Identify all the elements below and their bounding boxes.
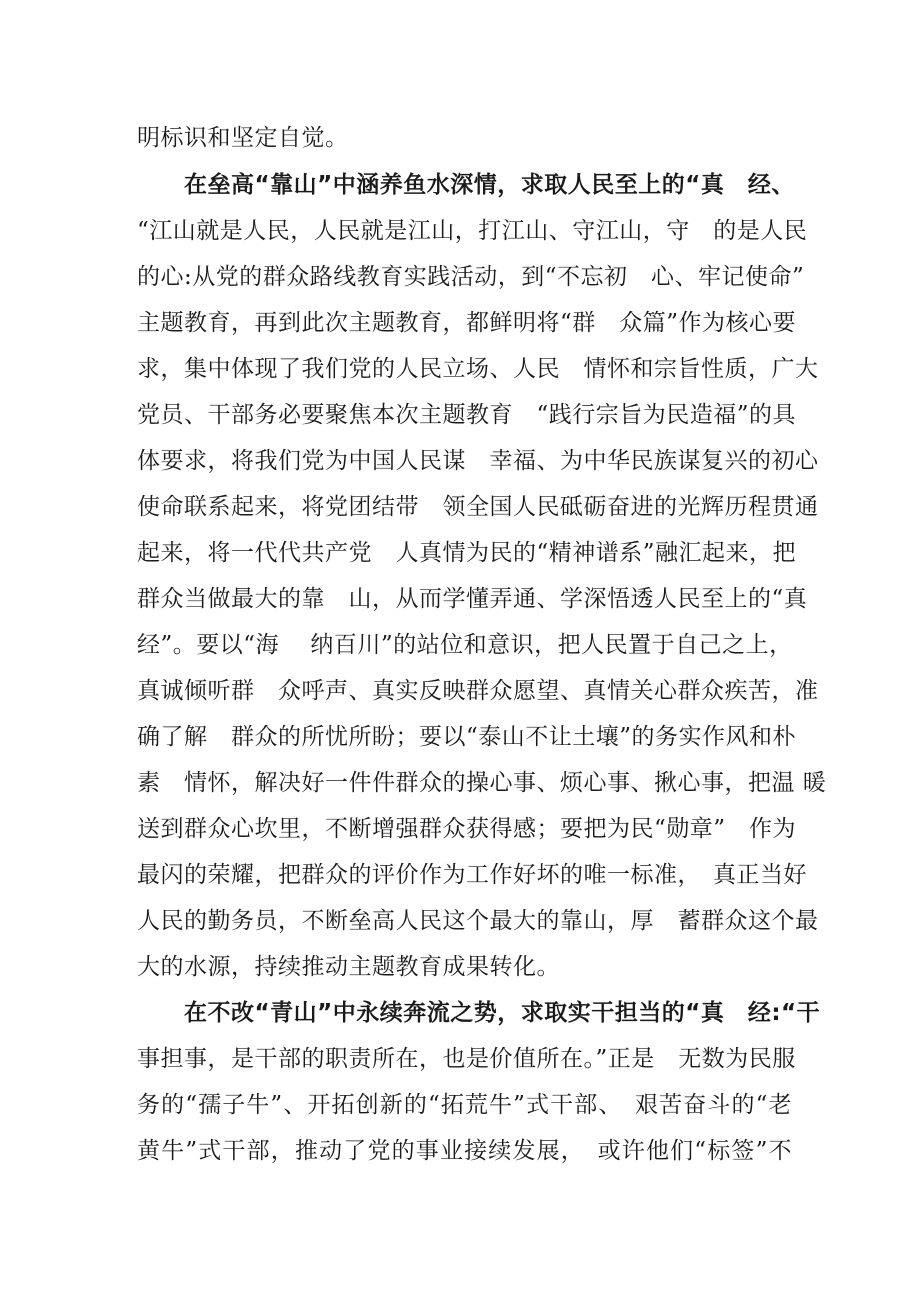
text-line: 党员、干部务必要聚焦本次主题教育 “践行宗旨为民造福”的具 <box>137 402 797 428</box>
text-line: 素 情怀，解决好一件件群众的操心事、烦心事、揪心事，把温 暖 <box>137 770 827 796</box>
text-line: 体要求，将我们党为中国人民谋 幸福、为中华民族谋复兴的初心 <box>137 448 819 474</box>
text-line: 确了解 群众的所忧所盼；要以“泰山不让土壤”的务实作风和朴 <box>137 724 797 750</box>
text-line: 求，集中体现了我们党的人民立场、人民 情怀和宗旨性质，广大 <box>137 356 819 382</box>
text-line: 黄牛”式干部，推动了党的事业接续发展， 或许他们“标签”不 <box>137 1138 792 1164</box>
section-heading-line <box>184 1000 821 1026</box>
text-line: 事担事，是干部的职责所在，也是价值所在。”正是 无数为民服 <box>137 1046 796 1072</box>
text-line: 最闪的荣耀，把群众的评价作为工作好坏的唯一标准， 真正当好 <box>137 862 807 888</box>
text-line: 明标识和坚定自觉。 <box>137 125 349 151</box>
text-line: 使命联系起来，将党团结带 领全国人民砥砺奋进的光辉历程贯通 <box>137 494 819 520</box>
text-line: 真诚倾听群 众呼声、真实反映群众愿望、真情关心群众疾苦，准 <box>137 678 819 704</box>
text-line: 经”。要以“海 纳百川”的站位和意识，把人民置于自己之上， <box>137 632 793 658</box>
text-line: 大的水源，持续推动主题教育成果转化。 <box>137 954 560 980</box>
text-line: 送到群众心坎里，不断增强群众获得感；要把为民“勋章” 作为 <box>137 816 797 842</box>
text-line: 的心:从党的群众路线教育实践活动，到“不忘初 心、牢记使命” <box>137 264 805 290</box>
text-line: 主题教育，再到此次主题教育，都鲜明将“群 众篇”作为核心要 <box>137 310 797 336</box>
text-line: “江山就是人民，人民就是江山，打江山、守江山，守 的是人民 <box>137 218 808 244</box>
text-line: 群众当做最大的靠 山，从而学懂弄通、学深悟透人民至上的“真 <box>137 586 808 612</box>
section-heading-text: 在不改“青山”中永续奔流之势，求取实干担当的“真 经:“干 <box>184 1000 821 1026</box>
section-heading-text: 在垒高“靠山”中涵养鱼水深情，求取人民至上的“真 经、 <box>184 172 795 198</box>
text-line: 务的“孺子牛”、开拓创新的“拓荒牛”式干部、 艰苦奋斗的“老 <box>137 1092 792 1118</box>
text-line: 人民的勤务员，不断垒高人民这个最大的靠山，厚 蓄群众这个最 <box>137 908 819 934</box>
text-line: 起来，将一代代共产党 人真情为民的“精神谱系”融汇起来，把 <box>137 540 797 566</box>
section-heading-line <box>184 172 795 198</box>
